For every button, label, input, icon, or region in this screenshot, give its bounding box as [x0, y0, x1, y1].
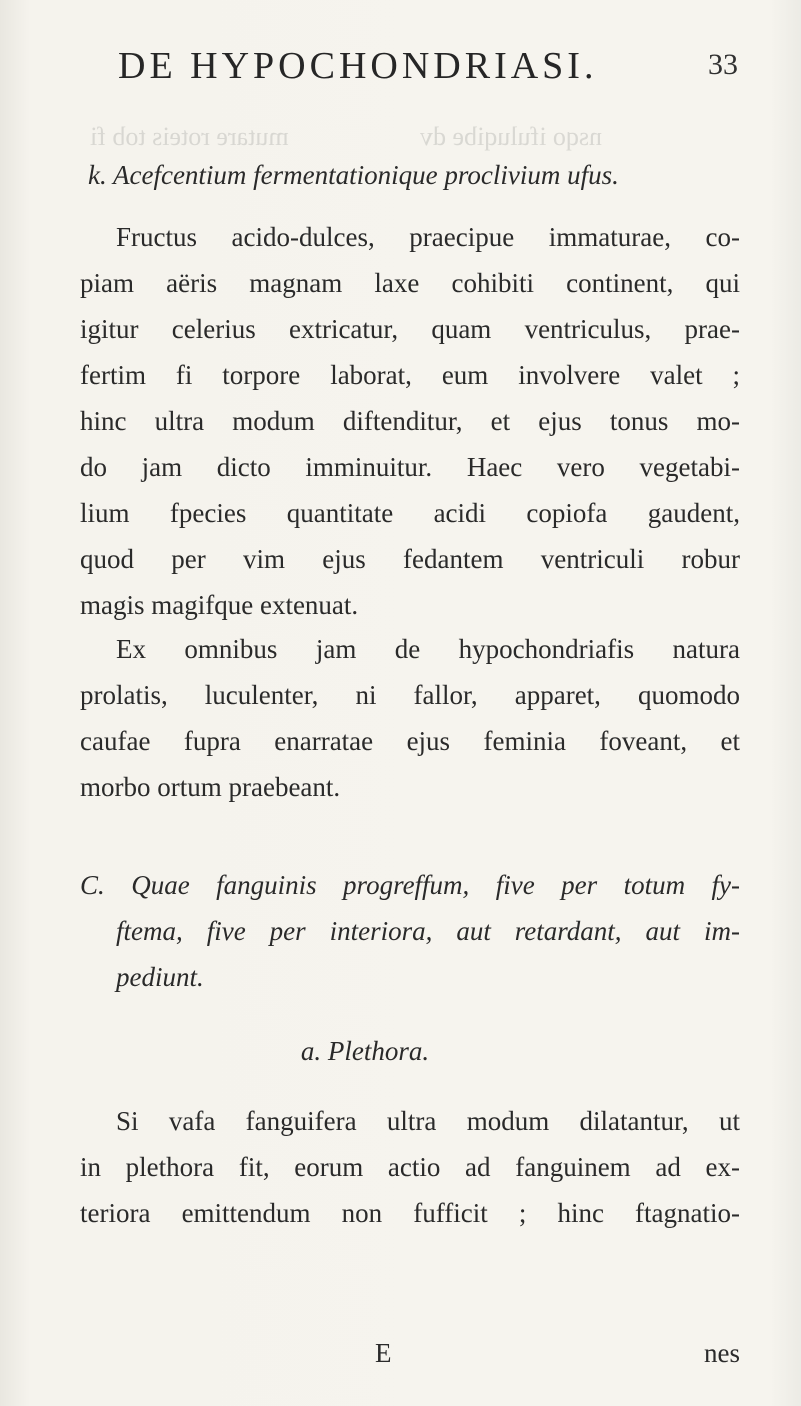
text-line: hinc ultra modum diftenditur, et ejus tonus mo-	[80, 406, 740, 436]
page-footer	[80, 1338, 740, 1378]
page-number: 33	[708, 48, 738, 81]
text-line: piam aëris magnam laxe cohibiti continent, qui	[80, 268, 740, 298]
subsection-heading: a. Plethora.	[300, 1036, 430, 1066]
text-line: teriora emittendum non fufficit ; hinc ftagnatio-	[80, 1198, 740, 1228]
section-heading: k. Acefcentium fermentationique proclivium ufus.	[88, 160, 619, 190]
signature-mark: E	[375, 1338, 392, 1368]
section-heading: C. Quae fanguinis progreffum, five per totum fy-	[80, 870, 740, 900]
paragraph-conclusion	[80, 626, 740, 810]
page-header	[118, 40, 738, 100]
text-line: Ex omnibus jam de hypochondriafis natura	[116, 634, 740, 664]
section-k	[80, 152, 740, 628]
text-line: magis magifque extenuat.	[80, 590, 359, 620]
show-through-text: mutare roteis tob fi	[90, 122, 289, 151]
show-through-text: nsqo ifuluqibe dv	[420, 122, 602, 151]
running-title: DE HYPOCHONDRIASI.	[118, 45, 598, 87]
text-line: caufae fupra enarratae ejus feminia foveant, et	[80, 726, 740, 756]
section-heading: ftema, five per interiora, aut retardant, aut im-	[116, 916, 740, 946]
text-line: in plethora fit, eorum actio ad fanguinem ad ex-	[80, 1152, 740, 1182]
text-line: prolatis, luculenter, ni fallor, apparet, quomodo	[80, 680, 740, 710]
text-line: fertim fi torpore laborat, eum involvere valet ;	[80, 360, 740, 390]
text-line: morbo ortum praebeant.	[80, 772, 341, 802]
section-c	[80, 862, 740, 1236]
text-line: igitur celerius extricatur, quam ventriculus, prae-	[80, 314, 740, 344]
text-line: Fructus acido-dulces, praecipue immaturae, co-	[116, 222, 740, 252]
catchword: nes	[704, 1338, 740, 1368]
text-line: Si vafa fanguifera ultra modum dilatantur, ut	[116, 1106, 740, 1136]
section-heading: pediunt.	[116, 962, 204, 992]
text-line: quod per vim ejus fedantem ventriculi robur	[80, 544, 740, 574]
text-line: lium fpecies quantitate acidi copiofa gaudent,	[80, 498, 740, 528]
text-line: do jam dicto imminuitur. Haec vero vegetabi-	[80, 452, 740, 482]
